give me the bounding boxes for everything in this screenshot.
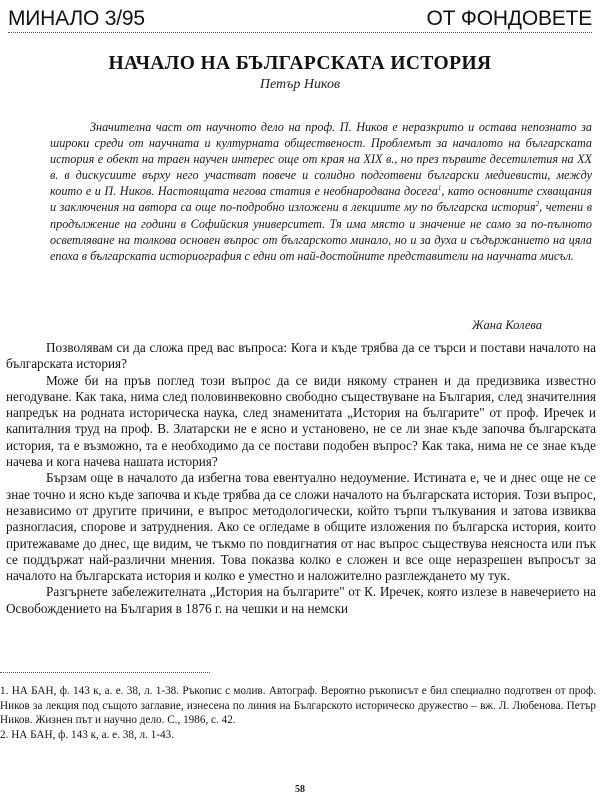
footnote-divider [0,672,210,673]
footnote-ref-1[interactable]: 1 [437,184,442,193]
article-title: НАЧАЛО НА БЪЛГАРСКАТА ИСТОРИЯ [108,53,492,74]
article-body [6,340,596,617]
footnote-2: 2. НА БАН, ф. 143 к, а. е. 38, л. 1-43. [0,728,175,741]
footnotes [0,684,596,742]
running-header [8,4,592,33]
footnote-ref-2[interactable]: 2 [535,200,540,209]
introduction-paragraph: Значителна част от научното дело на проф. П. Ников е неразкрито и остава непознато за широки среди от научната и културната общественост. Проблемът за началото на българската история е обект на траен научен интерес още от края на XIX в., но през първите десетилетия на XX в. в дискусиите върху него участват повече и солидно подготвени български медиевисти, между които е и П. Ников. Настоящата негова статия е необнародвана досега$^1$, като основните схващания и заключения на автора са още по-подробно изложени в лекциите му по българска история$^2$, четени в продължение на години в Софийския университет. Тя има място и значение не само за по-пълното осветляване на толкова основен въпрос от българското минало, но и за духа и съдържанието на цяла епоха в българската историография с едни от най-достойните представители на научната мисъл. [50,120,592,263]
introduction-signature: Жана Колева [472,318,542,332]
body-paragraph: Разгърнете забележителната „История на българите" от К. Иречек, която излезе в навечерието на Освобождението на България в 1876 г. на чешки и на немски [6,584,596,616]
page-number: 58 [295,784,305,795]
section-title: ОТ ФОНДОВЕТЕ [426,7,592,30]
body-paragraph: Позволявам си да сложа пред вас въпроса: Кога и къде трябва да се търси и постави началото на българската история? [6,340,596,372]
article-author: Петър Ников [259,77,341,92]
body-paragraph: Бързам още в началото да избегна това евентуално недоумение. Истината е, че и днес още не се знае точно и ясно къде започва и къде трябва да се сложи началото на българската история. Този въпрос, независимо от другите причини, е въпрос методологически, който търпи тълкувания и затова извиква разногласия, спорове и затруднения. Ако се огледаме в общите изложения по българска история, които притежаваме до днес, ще видим, че тъкмо по повдигнатия от нас въпрос съществува неясноста или пък се поддържат най-различни мнения. Това показва колко е сложен и все още неразрешен въпросът за началото на българската история и колко е уместно и наложително разглеждането му тук. [6,470,596,584]
footnote-1: 1. НА БАН, ф. 143 к, а. е. 38, л. 1-38. Ръкопис с молив. Автограф. Вероятно ръкописът е бил специално подготвен от проф. Ников за лекция под същото заглавие, изнесена по линия на Българското историческо дружество – вж. Л. Любенова. Петър Ников. Жизнен път и научно дело. С., 1986, с. 42. [0,685,596,727]
journal-issue: МИНАЛО 3/95 [8,7,145,30]
editorial-introduction [50,119,592,264]
body-paragraph: Може би на пръв поглед този въпрос да се види някому странен и да предизвика известно негодуване. Как така, нима след половинвековно свободно съществуване на България, след значителния напредък на родната историческа наука, след знаменитата „История на българите" от проф. Иречек и капиталния труд на проф. В. Златарски не е ясно и установено, не се ли знае къде започва българската история, та е възможно, та е необходимо да се постави подобен въпрос? Как така, нима не се знае къде начева и кога начева нашата история? [6,372,596,470]
